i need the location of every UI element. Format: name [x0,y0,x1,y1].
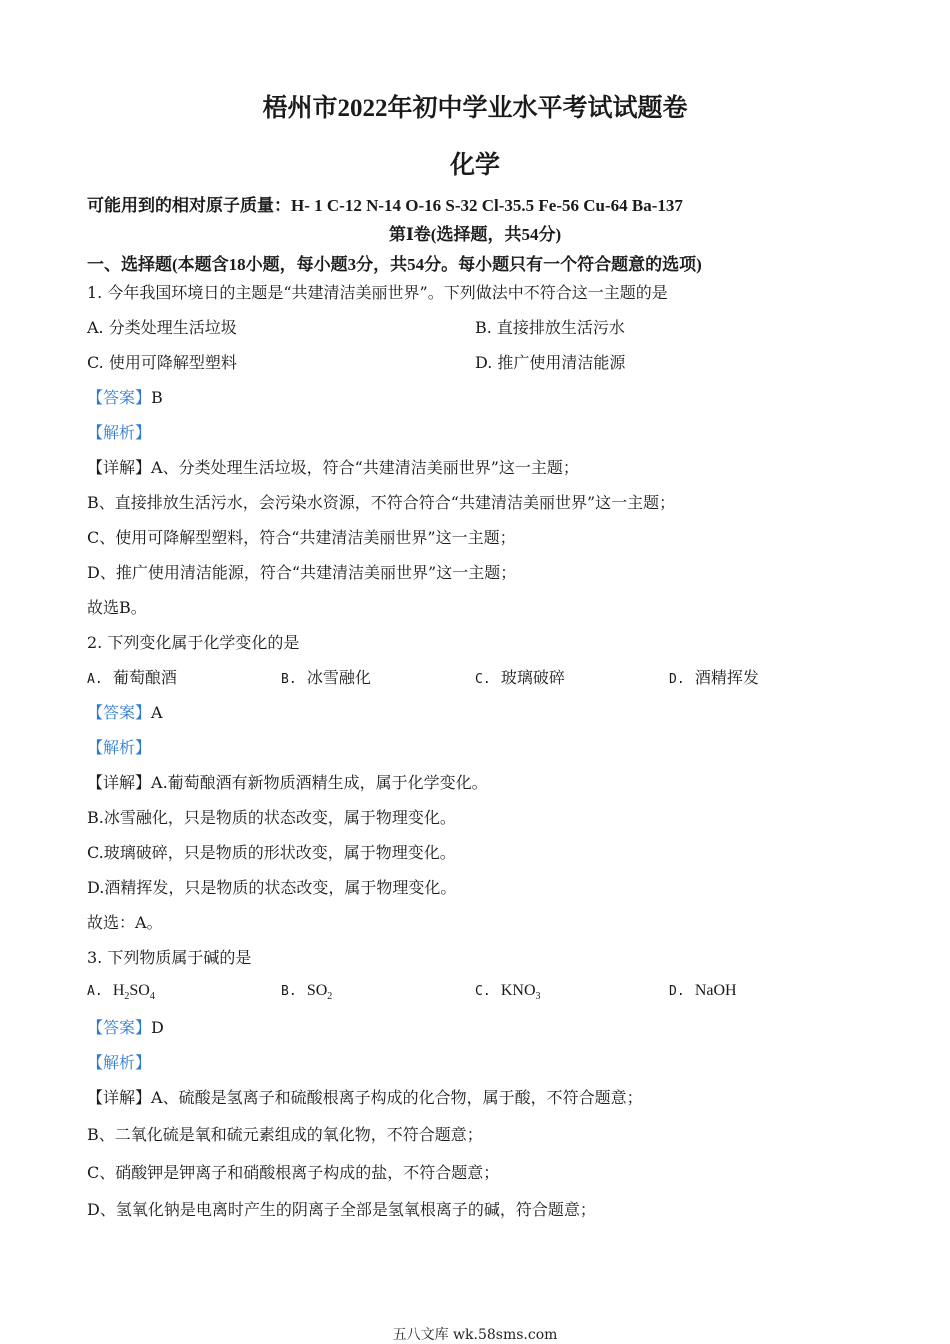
formula-h2so4: $H_2SO_4$ [112,982,155,1003]
option-letter: B. [281,672,297,687]
q3-option-c [475,980,541,1003]
q2-detail-3: C.玻璃破碎，只是物质的形状改变，属于物理变化。 [87,843,456,862]
answer-value: B [151,388,163,407]
detail-text: A.葡萄酿酒有新物质酒精生成，属于化学变化。 [151,773,488,792]
atomic-masses: 可能用到的相对原子质量：H- 1 C-12 N-14 O-16 S-32 Cl-35.5 Fe-56 Cu-64 Ba-137 [87,196,683,215]
q2-stem: 2. 下列变化属于化学变化的是 [87,633,300,652]
q2-answer [87,700,163,723]
q2-detail-2: B.冰雪融化，只是物质的状态改变，属于物理变化。 [87,808,456,827]
q1-stem: 1. 今年我国环境日的主题是“共建清洁美丽世界”。下列做法中不符合这一主题的是 [87,283,668,302]
page-footer: 五八文库 wk.58sms.com [392,1327,558,1343]
q1-detail-2: B、直接排放生活污水，会污染水资源，不符合符合“共建清洁美丽世界”这一主题； [87,493,676,512]
q1-detail-1 [87,455,579,478]
option-text: 葡萄酿酒 [112,668,177,687]
q3-answer [87,1015,164,1038]
q2-option-d [669,665,759,688]
option-text: 酒精挥发 [694,668,759,687]
part-title: 第Ⅰ卷(选择题，共54分) [388,225,562,244]
option-letter: D. [669,672,685,687]
formula-so2: $SO_2$ [306,982,333,1003]
formula-naoh: NaOH [694,982,737,999]
exam-title: 梧州市2022年初中学业水平考试试题卷 [262,95,688,122]
detail-label: 【详解】 [87,458,152,477]
q3-detail-2: B、二氧化硫是氧和硫元素组成的氧化物，不符合题意； [87,1125,483,1144]
answer-label: 【答案】 [87,1018,152,1037]
answer-value: D [151,1018,164,1037]
detail-text: A、硫酸是氢离子和硫酸根离子构成的化合物，属于酸，不符合题意； [151,1088,643,1107]
q3-option-b [281,980,333,1003]
q3-detail-4: D、氢氧化钠是电离时产生的阴离子全部是氢氧根离子的碱，符合题意； [87,1200,596,1219]
q1-detail-4: D、推广使用清洁能源，符合“共建清洁美丽世界”这一主题； [87,563,517,582]
q1-conclusion: 故选B。 [87,598,147,617]
option-text: 玻璃破碎 [500,668,565,687]
q3-detail-3: C、硝酸钾是钾离子和硝酸根离子构成的盐，不符合题意； [87,1163,500,1182]
section-heading: 一、选择题(本题含18小题，每小题3分，共54分。每小题只有一个符合题意的选项) [87,255,702,274]
option-letter: D. [669,984,685,999]
q2-option-c [475,665,565,688]
q1-analysis-label: 【解析】 [87,423,152,442]
q3-analysis-label: 【解析】 [87,1053,152,1072]
q2-conclusion: 故选：A。 [87,913,163,932]
q1-option-d: D. 推广使用清洁能源 [475,353,626,372]
answer-label: 【答案】 [87,703,152,722]
q3-stem: 3. 下列物质属于碱的是 [87,948,252,967]
option-letter: B. [281,984,297,999]
option-letter: C. [475,672,491,687]
q2-detail-1 [87,770,488,793]
subject-title: 化学 [449,152,500,179]
detail-label: 【详解】 [87,1088,152,1107]
option-letter: C. [475,984,491,999]
answer-value: A [151,703,163,722]
option-letter: A. [87,672,103,687]
q1-option-c: C. 使用可降解型塑料 [87,353,237,372]
option-text: 冰雪融化 [306,668,371,687]
q2-option-a [87,665,177,688]
q3-option-a [87,980,155,1003]
q1-detail-3: C、使用可降解型塑料，符合“共建清洁美丽世界”这一主题； [87,528,516,547]
q1-answer [87,385,163,408]
detail-label: 【详解】 [87,773,152,792]
q2-option-b [281,665,371,688]
option-letter: A. [87,984,103,999]
q1-option-b: B. 直接排放生活污水 [475,318,625,337]
q1-option-a: A. 分类处理生活垃圾 [87,318,237,337]
q3-detail-1 [87,1085,643,1108]
formula-kno3: $KNO_3$ [500,982,541,1003]
detail-text: A、分类处理生活垃圾，符合“共建清洁美丽世界”这一主题； [151,458,579,477]
q2-detail-4: D.酒精挥发，只是物质的状态改变，属于物理变化。 [87,878,457,897]
answer-label: 【答案】 [87,388,152,407]
q2-analysis-label: 【解析】 [87,738,152,757]
q3-option-d [669,980,737,1000]
